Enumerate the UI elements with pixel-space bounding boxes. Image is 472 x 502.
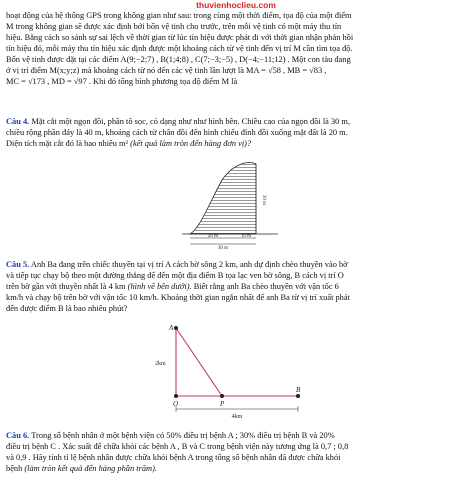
point-a <box>174 326 178 330</box>
dimension-label-base: 30 m <box>217 246 229 250</box>
question-text: đến được điểm B là bao nhiêu phút? <box>6 304 128 313</box>
dimension-label-right: 10 m <box>240 234 252 239</box>
intro-line: tín hiệu đó, mỗi máy thu tín hiệu xác định được một khoảng cách từ vệ tinh đến vị trí M cần tìm tọa độ. <box>6 44 353 53</box>
label-a: A <box>169 324 174 332</box>
label-p: P <box>220 400 225 408</box>
question-label: Câu 5. <box>6 260 30 269</box>
point-p <box>220 394 224 398</box>
question-text: chiều rộng phần đáy là 40 m, khoảng cách từ chân đồi đến hình chiếu đỉnh đồi xuống mặt đất là 20 m. <box>6 128 348 137</box>
site-watermark: thuvienhoclieu.com <box>196 0 276 10</box>
question-text: Trong số bệnh nhân ở một bệnh viện có 50% điều trị bệnh A ; 30% điều trị bệnh B và 20% <box>29 431 335 440</box>
boat-to-landing-line <box>176 328 222 396</box>
intro-line: ở vị trí điểm M(x;y;z) mà khoảng cách từ nó đến các vệ tinh lần lượt là MA = √58 , MB = √83 , <box>6 66 327 75</box>
question-note: (làm tròn kết quả đến hàng phần trăm). <box>22 464 157 473</box>
river-diagram-figure <box>150 318 320 420</box>
hill-shape <box>190 163 256 234</box>
height-label: 30 m <box>261 194 266 206</box>
question-text: km/h và chạy bộ trên bờ với vận tốc 10 km/h. Khoảng thời gian ngắn nhất để anh Ba từ vị trí xuất phát <box>6 293 350 302</box>
question-label: Câu 6. <box>6 431 30 440</box>
dimension-label-left: 20 m <box>207 234 219 239</box>
label-b: B <box>296 386 301 394</box>
question-text: . Biết rằng anh Ba chèo thuyền với vận tốc 6 <box>189 282 339 291</box>
intro-line: hoạt động của hệ thống GPS trong không gian như sau: trong cùng một thời điểm, tọa độ của một điểm <box>6 11 352 20</box>
hill-cross-section-figure <box>178 158 288 250</box>
label-horizontal-distance: 4km <box>231 414 243 420</box>
question-text: điều trị bệnh C . Xác suất để chữa khỏi các bệnh A , B và C trong bệnh viện này tương ứng là 0,7 ; 0,8 <box>6 442 349 451</box>
question-text: trên bờ gần với thuyền nhất là 4 km <box>6 282 126 291</box>
intro-line: hiệu. Bằng cách so sánh sự sai lệch về thời gian từ lúc tín hiệu được phát đi với thời gian nhận phản hồi <box>6 33 354 42</box>
intro-line: Bốn vệ tinh được đặt tại các điểm A(9;−2;7) , B(1;4;8) , C(7;−3;−5) , D(−4;−11;12) . Một con tàu đang <box>6 55 351 64</box>
intro-line: M trong không gian sẽ được xác định bởi bốn vệ tinh cho trước, trên mỗi vệ tinh có một máy thu tín <box>6 22 342 31</box>
point-b <box>296 394 300 398</box>
question-text: và 0,9 . Hãy tính tỉ lệ bệnh nhân được chữa khỏi bệnh A trong tổng số bệnh nhân đã được chữa khỏi <box>6 453 341 462</box>
intro-line: MC = √173 , MD = √97 . Khi đó tổng bình phương tọa độ điểm M là <box>6 77 238 86</box>
label-vertical-distance: 2km <box>155 361 166 367</box>
question-text: Anh Ba đang trên chiếc thuyền tại vị trí A cách bờ sông 2 km, anh dự định chèo thuyền vào bờ <box>29 260 348 269</box>
question-note: (hình vẽ bên dưới) <box>125 282 190 291</box>
question-text: Diện tích mặt cắt đó là bao nhiêu m² <box>6 139 129 148</box>
question-text: Mặt cắt một ngọn đồi, phần tô sọc, có dạng như như hình bên. Chiều cao của ngọn đồi là 30 m, <box>29 117 351 126</box>
question-label: Câu 4. <box>6 117 30 126</box>
point-o <box>174 394 178 398</box>
question-note: (kết quả làm tròn đến hàng đơn vị)? <box>128 139 252 148</box>
label-o: O <box>173 400 179 408</box>
question-text: bệnh <box>6 464 23 473</box>
question-text: và tiếp tục chạy bộ theo một đường thẳng để đến một địa điểm B tọa lạc ven bờ sông, B cách vị trí O <box>6 271 344 280</box>
